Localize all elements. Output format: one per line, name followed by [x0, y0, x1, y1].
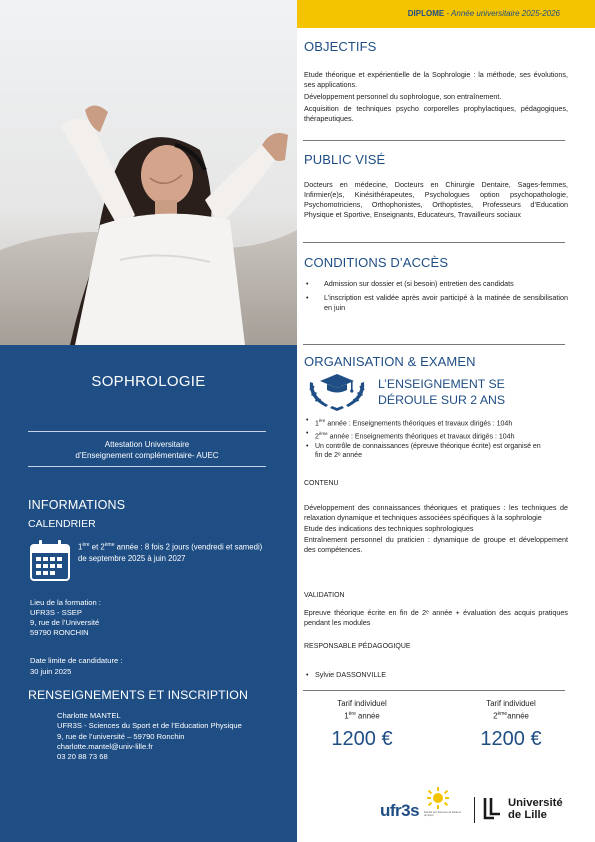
- contact-phone: 03 20 88 73 68: [57, 752, 108, 762]
- tarif-year: [310, 709, 414, 722]
- item-sup: ère: [318, 418, 326, 423]
- validation-text: Epreuve théorique écrite en fin de 2ᵉ année + évaluation des acquis pratiques pendant les modules: [304, 608, 568, 627]
- organisation-title: ORGANISATION & EXAMEN: [304, 354, 476, 369]
- calendrier-text: [78, 540, 268, 564]
- header-separator: -: [444, 9, 452, 18]
- objectifs-title: OBJECTIFS: [304, 39, 377, 54]
- tarif-year-num: 1: [344, 711, 349, 721]
- logo-divider: [474, 797, 475, 823]
- subtitle-line-2: DÉROULE SUR 2 ANS: [378, 393, 506, 407]
- organisation-item: [304, 416, 568, 429]
- section-divider: [303, 690, 565, 691]
- ufr3s-wordmark: ufr3s: [380, 801, 420, 820]
- formation-subtitle: [28, 439, 266, 461]
- condition-item: • Admission sur dossier et (si besoin) entretien des candidats: [304, 279, 568, 289]
- contenu-text: [304, 503, 568, 557]
- tarif-1: [310, 699, 414, 751]
- lieu-line: 9, rue de l’Université: [30, 618, 100, 627]
- tarif-year: [459, 709, 563, 722]
- contact-email[interactable]: charlotte.mantel@univ-lille.fr: [57, 741, 153, 751]
- tarif-2: [459, 699, 563, 751]
- calendar-icon: [30, 539, 70, 586]
- cal-sup-1: ère: [82, 542, 90, 548]
- item-text: Un contrôle de connaissances (épreuve théorique écrite) est organisé en fin de 2ᵉ année: [315, 442, 541, 460]
- section-divider: [303, 242, 565, 243]
- divider: [28, 466, 266, 467]
- tarif-year-num: 2: [493, 711, 498, 721]
- header-bar: [297, 0, 595, 28]
- tarif-year-sup: ère: [348, 711, 356, 717]
- academic-year: Année universitaire 2025-2026: [451, 9, 560, 18]
- renseignements-title: RENSEIGNEMENTS ET INSCRIPTION: [28, 688, 248, 702]
- item-text: année : Enseignements théoriques et travaux dirigés : 104h: [327, 433, 515, 441]
- conditions-title: CONDITIONS D’ACCÈS: [304, 255, 449, 270]
- organisation-list: [304, 416, 568, 461]
- conditions-list: [304, 279, 568, 313]
- cal-num-1: 1: [78, 542, 83, 552]
- item-num: 2: [315, 433, 319, 441]
- lieu-formation: [30, 598, 101, 638]
- header-text: [408, 9, 560, 18]
- section-divider: [303, 140, 565, 141]
- item-text: année : Enseignements théoriques et travaux dirigés : 104h: [325, 420, 513, 428]
- lieu-line: Lieu de la formation :: [30, 598, 101, 607]
- universite-line-1: Université: [508, 797, 563, 809]
- divider: [28, 431, 266, 432]
- tarif-label: Tarif individuel: [486, 699, 536, 708]
- subtitle-line-2: d’Enseignement complémentaire- AUEC: [75, 451, 219, 460]
- organisation-item: [304, 442, 544, 461]
- diplome-label: DIPLOME: [407, 9, 445, 18]
- woman-stretching-illustration: [0, 0, 297, 345]
- subtitle-line-1: Attestation Universitaire: [104, 440, 190, 449]
- item-sup: ème: [318, 430, 328, 436]
- public-title: PUBLIC VISÉ: [304, 152, 386, 167]
- validation-title: VALIDATION: [304, 592, 345, 599]
- responsable-title: RESPONSABLE PÉDAGOGIQUE: [304, 643, 411, 650]
- cal-sup-2: ème: [104, 542, 115, 548]
- tarif-year-word: année: [355, 711, 380, 721]
- item-num: 1: [315, 420, 319, 428]
- responsable-list: [304, 670, 568, 680]
- contact-block: [57, 711, 242, 762]
- contact-name: Charlotte MANTEL: [57, 711, 121, 720]
- section-divider: [303, 344, 565, 345]
- contenu-paragraph: Etude des indications des techniques sophrologiques: [304, 524, 474, 533]
- date-limite: [30, 655, 122, 677]
- contact-address: 9, rue de l’université – 59790 Ronchin: [57, 731, 185, 741]
- hero-photo: [0, 0, 297, 345]
- date-limite-value: 30 juin 2025: [30, 667, 72, 676]
- ufr3s-tagline: Faculté des Sciences de Santé et du Sport: [424, 811, 462, 817]
- organisation-subtitle: [378, 376, 505, 408]
- lille-logo-icon: [482, 796, 504, 822]
- calendrier-title: CALENDRIER: [28, 518, 96, 530]
- contenu-paragraph: Développement des connaissances théoriques et pratiques : les techniques de relaxation dynamique et techniques associées spécifiques à la sophrologie: [304, 503, 568, 522]
- objectif-paragraph: Etude théorique et expérientielle de la Sophrologie : la méthode, ses évolutions, ses applications.: [304, 70, 568, 89]
- subtitle-line-1: L’ENSEIGNEMENT SE: [378, 377, 505, 391]
- cal-mid: et 2: [89, 542, 105, 552]
- objectif-paragraph: Développement personnel du sophrologue, son entraînement.: [304, 92, 502, 101]
- objectifs-text: [304, 70, 568, 126]
- ufr3s-logo: [380, 786, 470, 824]
- lieu-line: UFR3S - SSEP: [30, 608, 82, 617]
- cal-rest: année : 8 fois 2 jours (vendredi et samedi) de septembre 2025 à juin 2027: [78, 542, 263, 563]
- date-limite-label: Date limite de candidature :: [30, 656, 123, 665]
- informations-title: INFORMATIONS: [28, 498, 126, 512]
- responsable-name: • Sylvie DASSONVILLE: [304, 670, 568, 680]
- tarif-price: 1200 €: [480, 727, 542, 750]
- universite-line-2: de Lille: [508, 809, 547, 821]
- tarif-price: 1200 €: [331, 727, 393, 750]
- lieu-line: 59790 RONCHIN: [30, 628, 89, 637]
- tarif-year-sup: ème: [497, 711, 508, 717]
- tarif-year-word: année: [507, 711, 529, 721]
- public-text: Docteurs en médecine, Docteurs en Chirurgie Dentaire, Sages-femmes, Infirmier(e)s, Kinésithérapeutes, Psychologues option psychopathologie, Psychomotriciens, Orthophonistes, Orthoptistes, Professeurs d’Education Physique et Sportive, Enseignants, Educateurs, Travailleurs sociaux: [304, 180, 568, 219]
- left-info-panel: [0, 345, 297, 842]
- graduation-laurel-icon: [306, 372, 368, 417]
- contenu-title: CONTENU: [304, 480, 339, 487]
- universite-text: [508, 797, 563, 821]
- contenu-paragraph: Entraînement personnel du praticien : dynamique de groupe et développement des compétences.: [304, 535, 568, 554]
- condition-item: • L’inscription est validée après avoir participé à la matinée de sensibilisation en juin: [304, 293, 568, 313]
- contact-org: UFR3S - Sciences du Sport et de l’Education Physique: [57, 721, 242, 731]
- organisation-item: [304, 429, 568, 442]
- objectif-paragraph: Acquisition de techniques psycho corporelles prophylactiques, pédagogiques, thérapeutiques.: [304, 104, 568, 123]
- tarif-label: Tarif individuel: [337, 699, 387, 708]
- formation-title: SOPHROLOGIE: [91, 373, 206, 390]
